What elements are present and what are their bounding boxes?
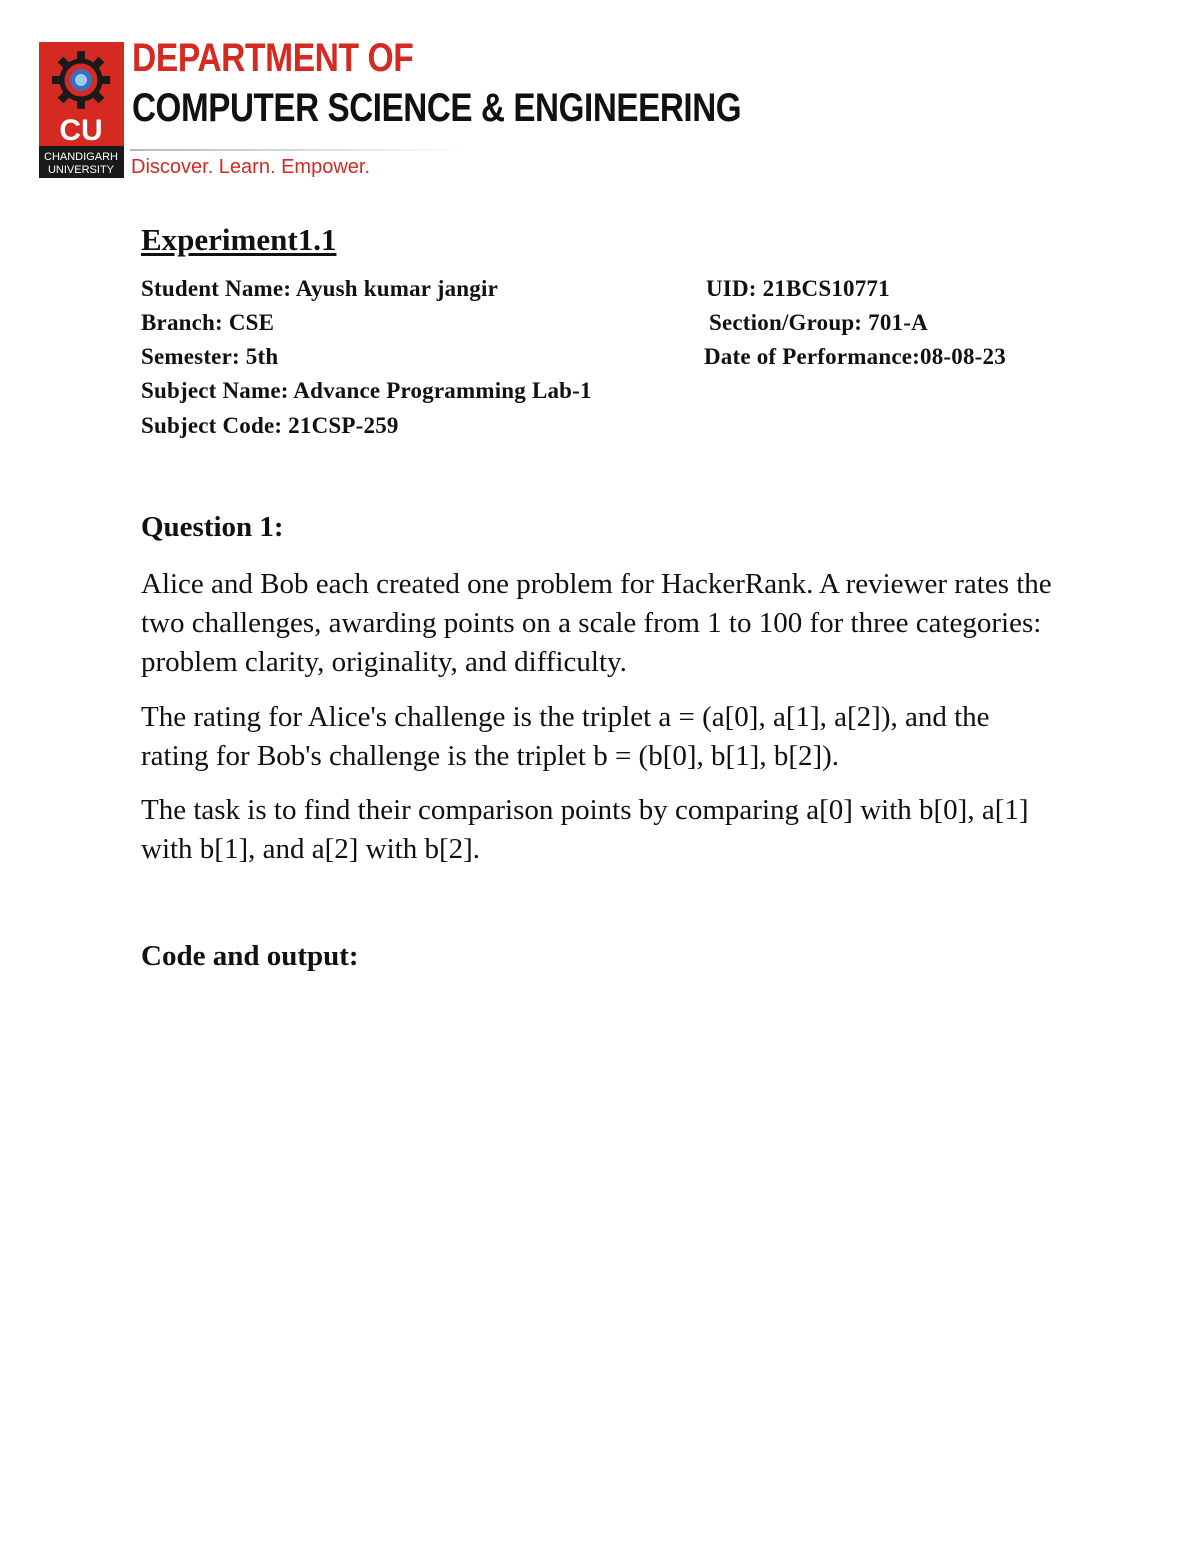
code-and-output-heading: Code and output: — [141, 940, 359, 972]
date-of-performance: Date of Performance:08-08-23 — [704, 344, 1006, 369]
student-name: Student Name: Ayush kumar jangir — [141, 276, 498, 301]
question-heading: Question 1: — [141, 511, 284, 543]
question-paragraph-2: The rating for Alice's challenge is the triplet a = (a[0], a[1], a[2]), and the rating for Bob's challenge is the triplet b = (b[0], b[1], b[2]). — [141, 701, 990, 772]
section-group: Section/Group: 701-A — [709, 310, 928, 335]
logo-monogram: CU — [59, 114, 103, 147]
branch: Branch: CSE — [141, 310, 275, 335]
logo-name-line2: UNIVERSITY — [47, 164, 115, 176]
semester: Semester: 5th — [141, 344, 279, 369]
university-logo — [39, 42, 124, 178]
department-line-2: COMPUTER SCIENCE & ENGINEERING — [132, 86, 742, 130]
question-paragraph-1: Alice and Bob each created one problem for HackerRank. A reviewer rates the two challenges, awarding points on a scale from 1 to 100 for three categories: problem clarity, originality, and difficulty. — [141, 568, 1052, 678]
emblem-icon — [52, 51, 110, 109]
logo-name-line1: CHANDIGARH — [44, 151, 118, 163]
subject-code: Subject Code: 21CSP-259 — [141, 413, 399, 438]
question-paragraph-3: The task is to find their comparison points by comparing a[0] with b[0], a[1] with b[1], and a[2] with b[2]. — [141, 794, 1029, 865]
experiment-title: Experiment1.1 — [141, 222, 337, 257]
department-line-1: DEPARTMENT OF — [132, 36, 414, 80]
subject-name: Subject Name: Advance Programming Lab-1 — [141, 378, 592, 403]
tagline: Discover. Learn. Empower. — [131, 156, 370, 178]
uid: UID: 21BCS10771 — [706, 276, 890, 301]
header-divider — [130, 149, 465, 151]
